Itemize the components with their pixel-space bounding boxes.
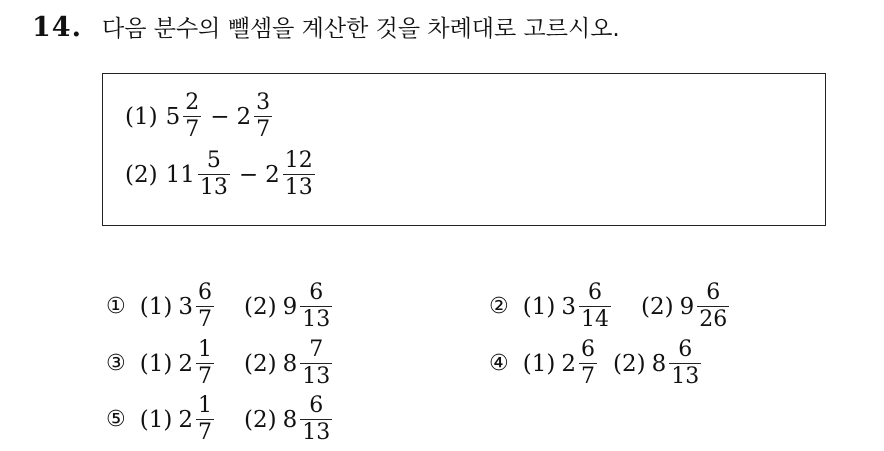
choice-3[interactable] xyxy=(106,339,334,388)
denominator: 13 xyxy=(302,420,331,445)
answer-label: (2) xyxy=(243,350,277,377)
choice-mark: ③ xyxy=(106,351,126,376)
problem-2 xyxy=(125,150,317,199)
denominator: 26 xyxy=(699,307,728,332)
whole-part: 2 xyxy=(561,350,576,377)
fraction xyxy=(579,282,611,331)
denominator: 14 xyxy=(580,307,609,332)
answer-label: (2) xyxy=(243,406,277,433)
fraction xyxy=(198,150,230,199)
fraction xyxy=(196,339,214,388)
whole-part: 2 xyxy=(178,350,193,377)
answer-label: (2) xyxy=(612,350,646,377)
answer-1 xyxy=(523,339,599,388)
answer-1 xyxy=(140,339,216,388)
whole-part: 9 xyxy=(282,293,298,320)
whole-part: 9 xyxy=(679,293,695,320)
whole-part: 5 xyxy=(165,103,181,130)
choice-mark: ② xyxy=(489,294,509,319)
numerator: 6 xyxy=(197,280,212,305)
answer-1 xyxy=(140,395,216,444)
denominator: 7 xyxy=(197,364,212,389)
denominator: 7 xyxy=(197,420,212,445)
question-text: 다음 분수의 뺄셈을 계산한 것을 차례대로 고르시오. xyxy=(101,16,620,42)
numerator: 6 xyxy=(580,337,595,362)
numerator: 12 xyxy=(284,148,313,173)
fraction xyxy=(669,339,701,388)
answer-label: (1) xyxy=(522,350,556,377)
whole-part: 2 xyxy=(265,161,280,188)
fraction xyxy=(300,339,332,388)
problem-1 xyxy=(125,92,274,141)
numerator: 6 xyxy=(587,280,602,305)
answer-1 xyxy=(140,282,216,331)
whole-part: 8 xyxy=(651,350,667,377)
answer-2 xyxy=(613,339,703,388)
fraction xyxy=(254,92,272,141)
fraction xyxy=(196,395,214,444)
whole-part: 2 xyxy=(178,406,193,433)
answer-label: (2) xyxy=(243,293,277,320)
numerator: 6 xyxy=(309,280,324,305)
answer-2 xyxy=(244,395,334,444)
choice-4[interactable] xyxy=(489,339,703,388)
choice-mark: ⑤ xyxy=(106,407,126,432)
fraction xyxy=(183,92,201,141)
denominator: 7 xyxy=(185,117,200,142)
denominator: 7 xyxy=(256,117,271,142)
numerator: 5 xyxy=(206,148,221,173)
whole-part: 2 xyxy=(236,103,252,130)
denominator: 13 xyxy=(199,175,228,200)
numerator: 6 xyxy=(678,337,693,362)
choice-5[interactable] xyxy=(106,395,334,444)
answer-2 xyxy=(244,339,334,388)
choice-mark: ① xyxy=(106,294,126,319)
problem-box xyxy=(102,73,826,226)
numerator: 6 xyxy=(706,280,721,305)
numerator: 7 xyxy=(309,337,324,362)
numerator: 3 xyxy=(256,90,271,115)
denominator: 13 xyxy=(671,364,700,389)
problem-label: (1) xyxy=(125,103,158,130)
choice-1[interactable] xyxy=(106,282,334,331)
answer-label: (2) xyxy=(640,293,674,320)
denominator: 13 xyxy=(302,307,331,332)
whole-part: 11 xyxy=(165,161,195,188)
numerator: 1 xyxy=(197,393,212,418)
answer-label: (1) xyxy=(139,350,173,377)
fraction xyxy=(697,282,729,331)
fraction xyxy=(196,282,214,331)
fraction xyxy=(300,282,332,331)
fraction xyxy=(300,395,332,444)
numerator: 2 xyxy=(185,90,200,115)
answer-label: (1) xyxy=(522,293,556,320)
whole-part: 3 xyxy=(178,293,193,320)
denominator: 7 xyxy=(197,307,212,332)
question-number: 14. xyxy=(32,12,82,43)
choice-mark: ④ xyxy=(489,351,509,376)
whole-part: 8 xyxy=(282,350,298,377)
numerator: 6 xyxy=(309,393,324,418)
problem-label: (2) xyxy=(125,161,158,188)
minus-sign: − xyxy=(210,103,230,130)
denominator: 13 xyxy=(284,175,313,200)
denominator: 13 xyxy=(302,364,331,389)
whole-part: 8 xyxy=(282,406,298,433)
answer-2 xyxy=(244,282,334,331)
answer-label: (1) xyxy=(139,406,173,433)
answer-2 xyxy=(641,282,731,331)
numerator: 1 xyxy=(197,337,212,362)
answer-1 xyxy=(523,282,613,331)
fraction xyxy=(283,150,315,199)
fraction xyxy=(579,339,597,388)
answer-label: (1) xyxy=(139,293,173,320)
minus-sign: − xyxy=(238,161,259,188)
denominator: 7 xyxy=(580,364,595,389)
choice-2[interactable] xyxy=(489,282,731,331)
question-header xyxy=(32,10,620,43)
whole-part: 3 xyxy=(561,293,576,320)
